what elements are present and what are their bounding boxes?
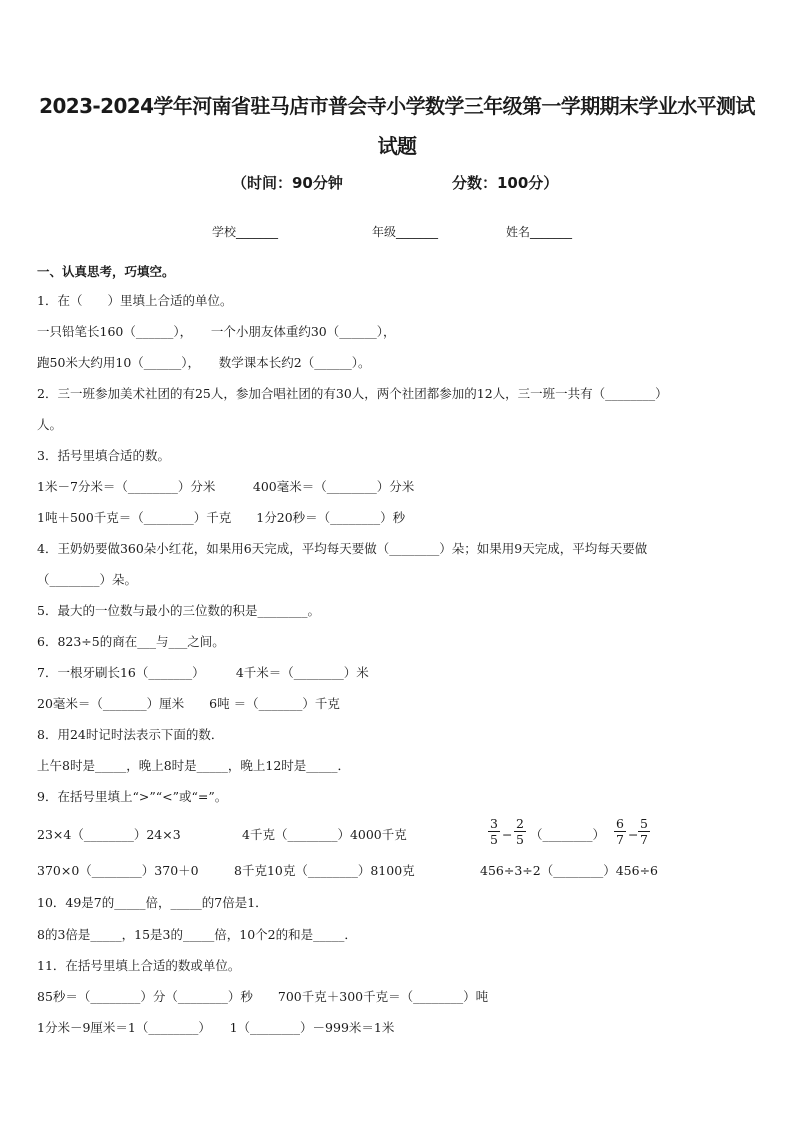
compare-item: 370×0（________）370＋0 <box>37 863 199 878</box>
page-title: 2023-2024学年河南省驻马店市普会寺小学数学三年级第一学期期末学业水平测试试题 <box>39 94 755 158</box>
question-line: 5．最大的一位数与最小的三位数的积是________。 <box>37 603 320 618</box>
fraction-denominator: 7 <box>616 832 624 847</box>
exam-meta <box>0 172 794 192</box>
compare-item: 4千克（________）4000千克 <box>242 827 407 842</box>
question-line: 1吨＋500千克＝（________）千克 1分20秒＝（________）秒 <box>37 510 406 525</box>
question-line: 6．823÷5的商在___与___之间。 <box>37 634 225 649</box>
fraction-denominator: 5 <box>490 832 498 847</box>
question-line: 20毫米＝（_______）厘米 6吨 ＝（_______）千克 <box>37 696 340 711</box>
compare-item: 8千克10克（________）8100克 <box>234 863 415 878</box>
question-line: 7．一根牙刷长16（_______） 4千米＝（________）米 <box>37 665 369 680</box>
score-label: 分数：100分） <box>452 174 559 192</box>
minus-sign: − <box>502 827 513 842</box>
question-line: 85秒＝（________）分（________）秒 700千克＋300千克＝（________）吨 <box>37 989 489 1004</box>
compare-item: 456÷3÷2（________）456÷6 <box>480 863 658 878</box>
fraction-numerator: 3 <box>488 816 500 832</box>
question-line: 跑50米大约用10（______）， 数学课本长约2（______）。 <box>37 355 371 370</box>
grade-field[interactable]: 年级_______ <box>372 225 439 239</box>
question-line: 1．在（ ）里填上合适的单位。 <box>37 293 233 308</box>
name-field[interactable]: 姓名_______ <box>506 225 573 239</box>
question-line: 3．括号里填合适的数。 <box>37 448 170 463</box>
question-line: 4．王奶奶要做360朵小红花，如果用6天完成，平均每天要做（________）朵；如果用9天完成，平均每天要做 <box>37 541 648 556</box>
question-line: 上午8时是_____，晚上8时是_____，晚上12时是_____． <box>37 758 351 773</box>
fraction <box>488 816 500 847</box>
section-heading: 一、认真思考，巧填空。 <box>37 264 175 279</box>
fraction-numerator: 2 <box>514 816 526 832</box>
question-line: 2．三一班参加美术社团的有25人，参加合唱社团的有30人，两个社团都参加的12人，三一班一共有（________） <box>37 386 668 401</box>
question-line: 11．在括号里填上合适的数或单位。 <box>37 958 241 973</box>
question-line: 10．49是7的_____倍，_____的7倍是1． <box>37 895 268 910</box>
fraction <box>638 816 650 847</box>
question-line: 人。 <box>37 417 63 432</box>
minus-sign: − <box>628 827 639 842</box>
fraction-numerator: 6 <box>614 816 626 832</box>
fraction-denominator: 7 <box>640 832 648 847</box>
fraction <box>514 816 526 847</box>
question-line: 一只铅笔长160（______）， 一个小朋友体重约30（______）， <box>37 324 396 339</box>
answer-blank[interactable]: （________） <box>530 827 606 842</box>
student-info <box>0 223 794 241</box>
question-line: 9．在括号里填上“>”“<”或“=”。 <box>37 789 228 804</box>
compare-item: 23×4（________）24×3 <box>37 827 181 842</box>
time-label: （时间：90分钟 <box>232 174 343 192</box>
question-line: 8．用24时记时法表示下面的数． <box>37 727 224 742</box>
fraction-denominator: 5 <box>516 832 524 847</box>
fraction-numerator: 5 <box>638 816 650 832</box>
question-line: 1米－7分米＝（________）分米 400毫米＝（________）分米 <box>37 479 415 494</box>
question-line: 1分米－9厘米＝1（________） 1（________）－999米＝1米 <box>37 1020 395 1035</box>
question-line: （________）朵。 <box>37 572 138 587</box>
school-field[interactable]: 学校_______ <box>212 225 279 239</box>
question-line: 8的3倍是_____，15是3的_____倍，10个2的和是_____． <box>37 927 357 942</box>
fraction <box>614 816 626 847</box>
